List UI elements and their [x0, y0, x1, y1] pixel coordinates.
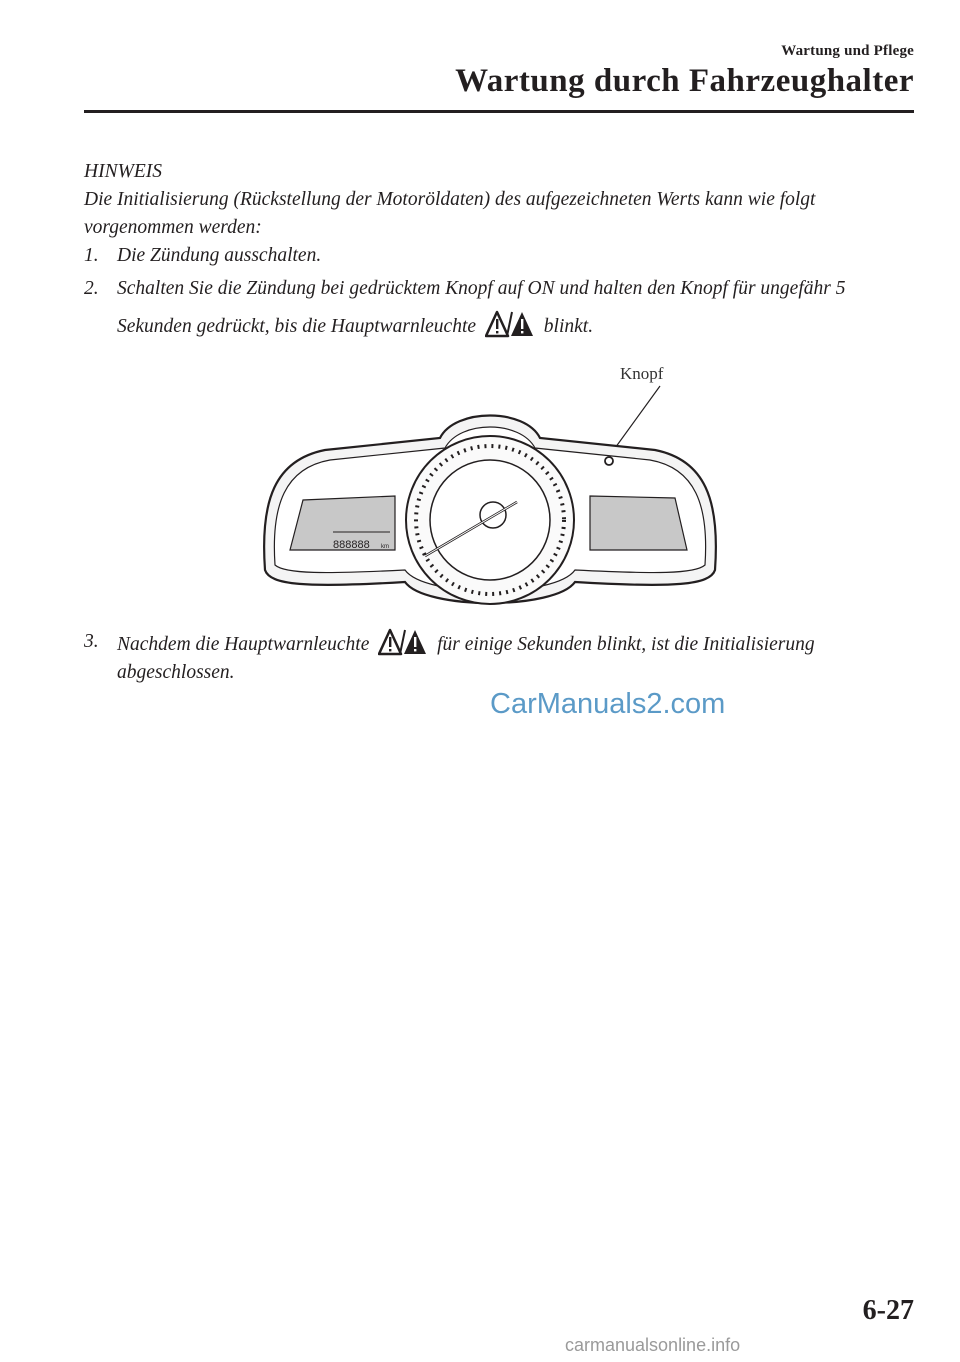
knob	[605, 457, 613, 465]
step-text-end: für einige Sekunden blinkt, ist die Initialisierung abgeschlossen.	[117, 634, 815, 683]
step-text-end: blinkt.	[543, 316, 594, 337]
note-intro: Die Initialisierung (Rückstellung der Motoröldaten) des aufgezeichneten Werts kann wie folgt vorgenommen werden:	[84, 189, 816, 238]
step-number: 1.	[84, 245, 99, 266]
callout-leader-line	[610, 386, 660, 455]
note-block	[84, 158, 919, 346]
master-warning-icon	[485, 310, 535, 338]
step-number: 2.	[84, 278, 99, 299]
footer-watermark: carmanualsonline.info	[565, 1335, 741, 1355]
step-1	[84, 242, 919, 270]
step-text: Die Zündung ausschalten.	[117, 245, 322, 266]
step-3-item	[84, 628, 919, 687]
odometer-unit: km	[381, 544, 389, 550]
step-2	[84, 270, 919, 346]
callout-label: Knopf	[620, 364, 664, 383]
header-section: Wartung und Pflege	[781, 43, 914, 59]
step-3	[84, 628, 919, 687]
page-number: 6-27	[862, 1295, 914, 1326]
note-heading: HINWEIS	[84, 161, 162, 182]
watermark: CarManuals2.com	[490, 688, 726, 720]
page-title: Wartung durch Fahrzeughalter	[455, 63, 914, 99]
step-text: Schalten Sie die Zündung bei gedrücktem Knopf auf ON und halten den Knopf für ungefähr 5 Sekunden gedrückt, bis die Hauptwarnleuchte	[117, 278, 846, 337]
step-number: 3.	[84, 631, 99, 652]
odometer-readout: 888888	[333, 539, 370, 551]
instrument-cluster-illustration	[255, 360, 725, 615]
master-warning-icon	[378, 628, 428, 656]
header-rule	[84, 110, 914, 113]
step-text: Nachdem die Hauptwarnleuchte	[117, 634, 370, 655]
